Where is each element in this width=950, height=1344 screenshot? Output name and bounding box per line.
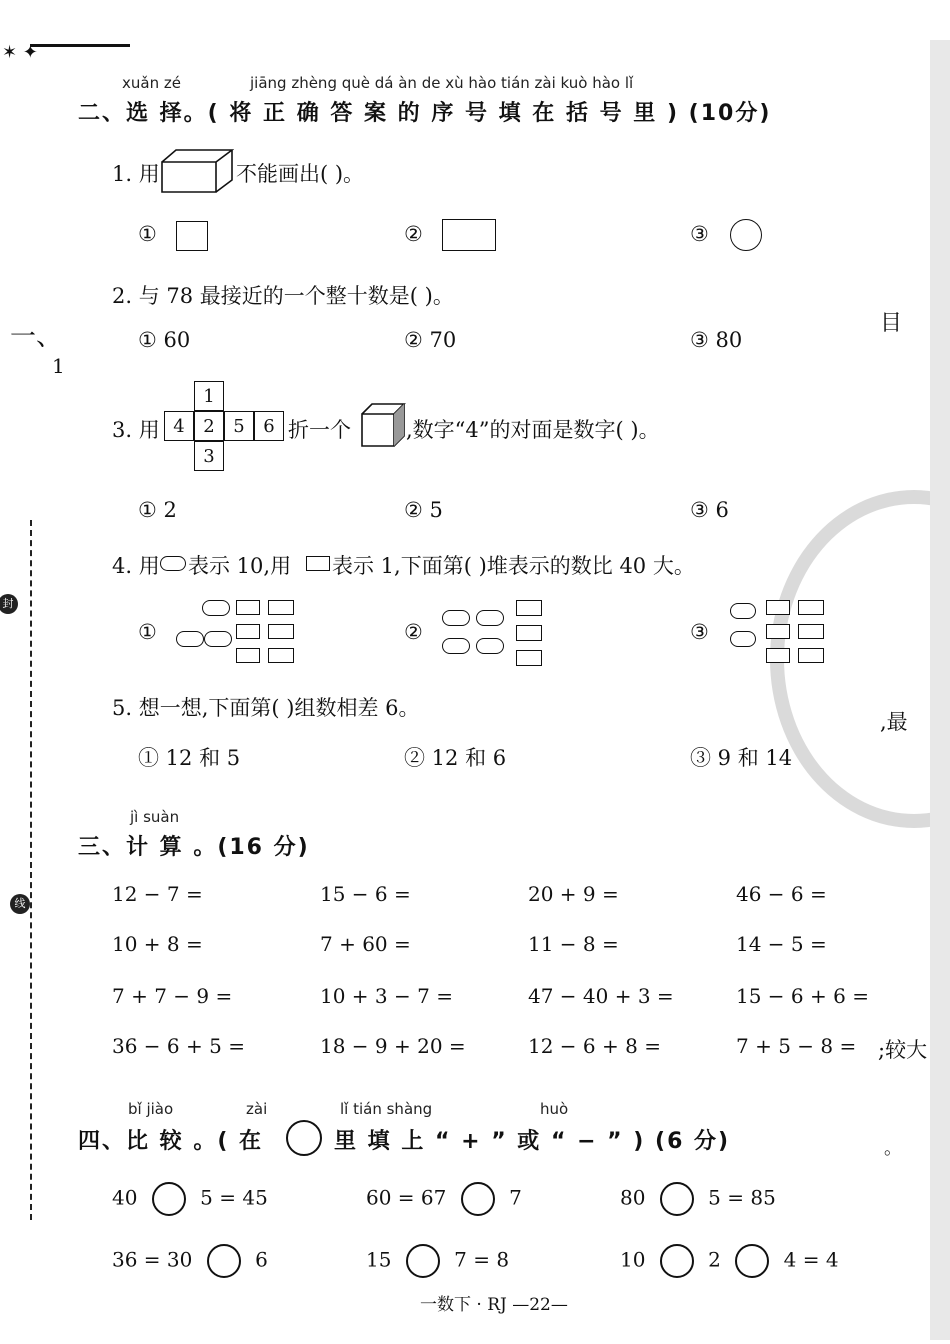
answer-circle[interactable] <box>660 1182 694 1216</box>
section4-pinyin-3: lǐ tián shàng <box>340 1100 433 1118</box>
q5-option-2[interactable]: ② 12 和 6 <box>404 746 507 770</box>
net-cell: 5 <box>224 411 254 441</box>
calc-item: 20 + 9 = <box>528 882 619 906</box>
calc-item: 46 − 6 = <box>736 882 827 906</box>
calc-item: 14 − 5 = <box>736 932 827 956</box>
one-square <box>766 600 790 615</box>
left-number: 1 <box>52 354 65 378</box>
answer-circle[interactable] <box>152 1182 186 1216</box>
calc-item: 47 − 40 + 3 = <box>528 984 674 1008</box>
one-square <box>268 648 294 663</box>
cuboid-icon <box>160 148 234 194</box>
compare-item-6 <box>620 1244 839 1278</box>
q5-option-1[interactable]: ① 12 和 5 <box>138 746 241 770</box>
ten-pill <box>442 610 470 626</box>
compare-left: 40 <box>112 1185 138 1210</box>
section4-pinyin-2: zài <box>246 1100 268 1118</box>
ten-pill <box>730 631 756 647</box>
q2-option-2[interactable]: ② 70 <box>404 328 457 352</box>
compare-right: 4 = 4 <box>783 1247 839 1272</box>
q3-suffix: ,数字“4”的对面是数字( )。 <box>406 418 660 442</box>
circle-shape-icon <box>730 219 762 251</box>
ten-pill <box>204 631 232 647</box>
one-square <box>236 624 260 639</box>
calc-item: 18 − 9 + 20 = <box>320 1034 466 1058</box>
compare-item-1 <box>112 1182 268 1216</box>
compare-right: 5 = 45 <box>200 1185 268 1210</box>
compare-right: 7 = 8 <box>454 1247 510 1272</box>
q3-option-2[interactable]: ② 5 <box>404 498 443 522</box>
one-square <box>268 624 294 639</box>
calc-item: 15 − 6 = <box>320 882 411 906</box>
cube-icon <box>360 402 406 448</box>
compare-item-5 <box>366 1244 509 1278</box>
compare-right: 5 = 85 <box>708 1185 776 1210</box>
section4-title-b: 里 填 上 “ + ” 或 “ − ” ) (6 分) <box>334 1129 731 1154</box>
one-square <box>766 624 790 639</box>
compare-left: 10 <box>620 1247 646 1272</box>
one-square <box>516 625 542 641</box>
right-fragment-4: 。 <box>884 1138 902 1159</box>
net-cell: 2 <box>194 411 224 441</box>
calc-item: 7 + 5 − 8 = <box>736 1034 857 1058</box>
q1-option-1[interactable]: ① <box>138 222 157 246</box>
left-mark: 一、 <box>10 322 63 352</box>
page-footer: 一数下 · RJ —22— <box>420 1295 568 1315</box>
compare-left: 60 = 67 <box>366 1185 447 1210</box>
calc-item: 7 + 7 − 9 = <box>112 984 233 1008</box>
one-square <box>766 648 790 663</box>
right-fragment-1: 目 <box>880 311 903 336</box>
ten-pill <box>730 603 756 619</box>
rectangle-shape-icon <box>442 219 496 251</box>
right-fragment-3: ;较大 <box>878 1038 928 1062</box>
compare-left: 15 <box>366 1247 392 1272</box>
one-square <box>516 600 542 616</box>
stamp-watermark <box>770 490 950 828</box>
one-square <box>236 648 260 663</box>
section2-pinyin-2: jiāng zhèng què dá àn de xù hào tián zài kuò hào lǐ <box>250 74 634 92</box>
section3-title: 三、计 算 。(16 分) <box>78 835 310 860</box>
q5-option-3[interactable]: ③ 9 和 14 <box>690 746 793 770</box>
right-edge-bar <box>930 40 950 1340</box>
net-cell: 6 <box>254 411 284 441</box>
q4-option-1[interactable]: ① <box>138 620 157 644</box>
q1-option-2[interactable]: ② <box>404 222 423 246</box>
q4-text-2: 表示 10,用 <box>188 554 292 578</box>
q3-option-1[interactable]: ① 2 <box>138 498 177 522</box>
net-cell: 3 <box>194 441 224 471</box>
calc-item: 15 − 6 + 6 = <box>736 984 869 1008</box>
section3-pinyin: jì suàn <box>130 808 180 826</box>
section4-title-a: 四、比 较 。( 在 <box>78 1129 264 1154</box>
compare-right: 7 <box>509 1185 522 1210</box>
q3-option-3[interactable]: ③ 6 <box>690 498 729 522</box>
q4-text-1: 4. 用 <box>112 554 160 578</box>
one-square <box>268 600 294 615</box>
one-square <box>236 600 260 615</box>
one-square <box>516 650 542 666</box>
q3-mid: 折一个 <box>288 418 351 442</box>
net-cell: 1 <box>194 381 224 411</box>
q1-option-3[interactable]: ③ <box>690 222 709 246</box>
one-square <box>798 648 824 663</box>
section2-pinyin-1: xuǎn zé <box>122 74 181 92</box>
calc-item: 36 − 6 + 5 = <box>112 1034 245 1058</box>
calc-item: 11 − 8 = <box>528 932 619 956</box>
answer-circle[interactable] <box>406 1244 440 1278</box>
square-shape-icon <box>176 221 208 251</box>
compare-item-3 <box>620 1182 776 1216</box>
q3-prefix: 3. 用 <box>112 418 160 442</box>
q2-text: 2. 与 78 最接近的一个整十数是( )。 <box>112 284 454 308</box>
ten-pill <box>476 638 504 654</box>
cut-line <box>30 520 32 1220</box>
calc-item: 12 − 6 + 8 = <box>528 1034 661 1058</box>
ten-pill <box>202 600 230 616</box>
answer-circle[interactable] <box>461 1182 495 1216</box>
calc-item: 10 + 3 − 7 = <box>320 984 453 1008</box>
one-square-icon <box>306 556 330 571</box>
section4-pinyin-1: bǐ jiào <box>128 1100 174 1118</box>
one-square <box>798 624 824 639</box>
title-circle-icon <box>286 1120 322 1156</box>
q2-option-1[interactable]: ① 60 <box>138 328 191 352</box>
ten-pill-icon <box>160 556 186 571</box>
q1-prefix: 1. 用 <box>112 162 160 186</box>
star-icon: ✶ ✦ <box>2 42 38 63</box>
calc-item: 10 + 8 = <box>112 932 203 956</box>
q4-option-3[interactable]: ③ <box>690 620 709 644</box>
ten-pill <box>476 610 504 626</box>
q1-suffix: 不能画出( )。 <box>236 162 365 186</box>
line-badge: 线 <box>10 894 30 914</box>
section4-pinyin-4: huò <box>540 1100 569 1118</box>
calc-item: 7 + 60 = <box>320 932 411 956</box>
compare-left: 36 = 30 <box>112 1247 193 1272</box>
answer-circle[interactable] <box>207 1244 241 1278</box>
q4-text-3: 表示 1,下面第( )堆表示的数比 40 大。 <box>332 554 695 578</box>
one-square <box>798 600 824 615</box>
right-fragment-2: ,最 <box>880 710 908 734</box>
compare-item-2 <box>366 1182 522 1216</box>
q2-option-3[interactable]: ③ 80 <box>690 328 743 352</box>
ten-pill <box>442 638 470 654</box>
compare-left: 80 <box>620 1185 646 1210</box>
calc-item: 12 − 7 = <box>112 882 203 906</box>
answer-circle[interactable] <box>660 1244 694 1278</box>
compare-item-4 <box>112 1244 268 1278</box>
q4-option-2[interactable]: ② <box>404 620 423 644</box>
header-rule <box>30 44 130 47</box>
q5-text: 5. 想一想,下面第( )组数相差 6。 <box>112 696 420 720</box>
compare-middle: 2 <box>708 1247 721 1272</box>
compare-right: 6 <box>255 1247 268 1272</box>
seal-badge: 封 <box>0 594 18 614</box>
net-cell: 4 <box>164 411 194 441</box>
section2-title: 二、选 择。( 将 正 确 答 案 的 序 号 填 在 括 号 里 ) (10分) <box>78 101 772 126</box>
answer-circle[interactable] <box>735 1244 769 1278</box>
ten-pill <box>176 631 204 647</box>
